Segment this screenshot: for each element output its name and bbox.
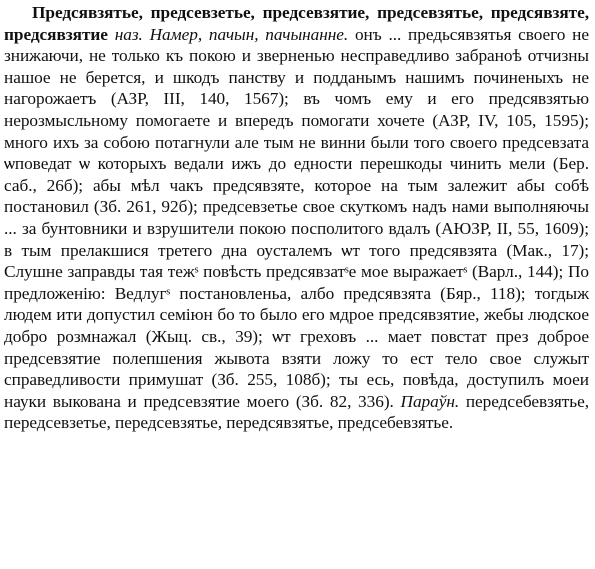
entry-citations: онъ ... предьсявзятья своего не знижаючи, не только къ покою и зверненью несправедливо забраноѣ отчизны нашое не берется, и шкодъ панству и подданымъ нашимъ починеныхъ не нагорожаетъ (АЗР, III, 140, 1567); въ чомъ ему и его предсявзятью нерозмысльному помогаете и впередъ помогати хочете (АЗР, IV, 105, 1595); много ихъ за собою потагнули але тым не винни были того своего предсевзата ѡповедат ѡ которыхъ ведали ижъ до едности перешкоды чинить мели (Бер. саб., 26б); абы мѣл чакъ предсявзяте, которое на тым залежит абы собѣ постановил (Зб. 261, 92б); предсевзетье свое скуткомъ надъ нами выполняючы ... за бунтовники и взрушители покою посполитого вдалъ (АЮЗР, II, 55, 1609); в тым прелакшися третего дна оусталемъ ѡт того предсявзята (Мак., 17); Слушне заправды тая тежˢ повѣсть предсявзатˢе мое выражаетˢ (Варл., 144); По предложенію: Ведлугˢ постановленьа, албо предсявзята (Бяр., 118); тогдыж людем ити допустил семіюн бо то было его мдрое предсявзятие, жебы людское добро розмнажал (Жыц. св., 39); ѡт греховъ ... мает повстат през доброе предсевзятие полепшения жывота взяти ложу то ест тело свое служыт справедливости примушат (Зб. 255, 108б); ты есь, повѣда, доступилъ моеи науки выкована и предсевзятие моего (Зб. 82, 336).: [4, 24, 589, 411]
entry-definition: Намер, пачын, пачынанне.: [149, 24, 349, 44]
dictionary-entry: [4, 2, 589, 434]
entry-variants: передсебевзятье, передсевзетье, передсевзятье, передсявзятье, предсебевзятье.: [4, 391, 589, 433]
dictionary-page: [4, 2, 589, 567]
variants-label: Параўн.: [400, 391, 460, 411]
entry-headwords: Предсявзятье, предсевзетье, предсевзятие, предсевзятье, предсявзяте, предсявзятие: [4, 3, 589, 44]
part-of-speech: наз.: [114, 24, 143, 44]
